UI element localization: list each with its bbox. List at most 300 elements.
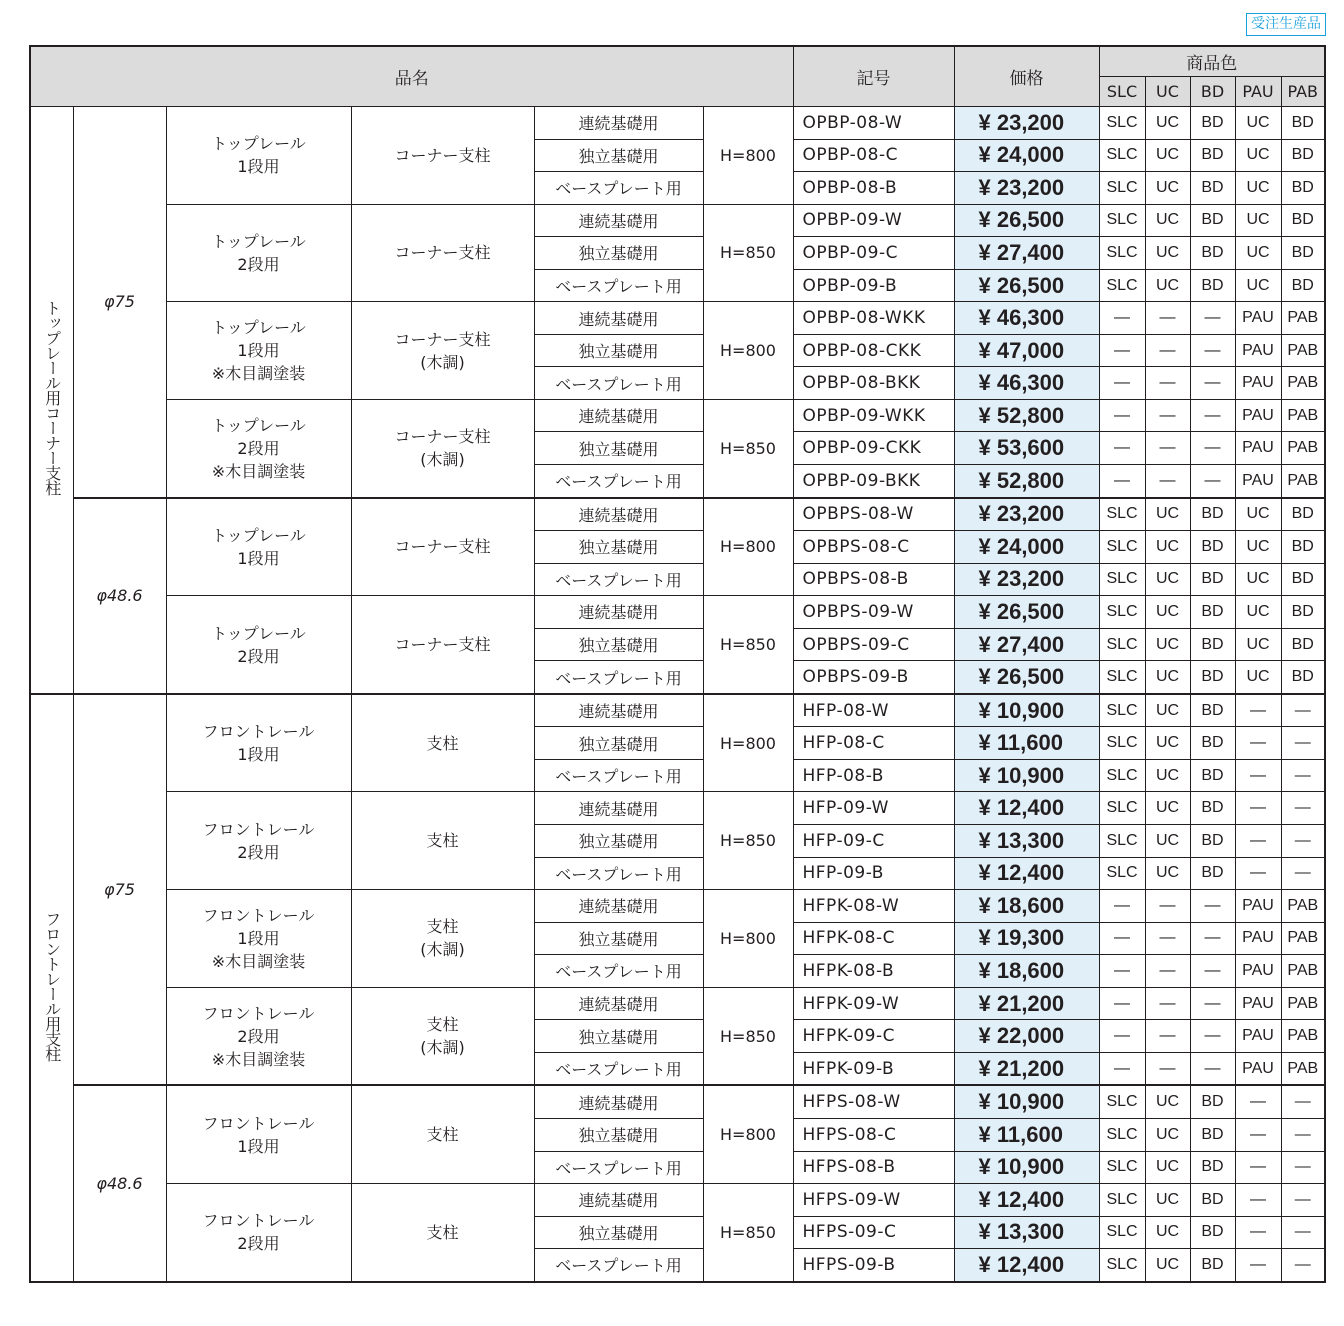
product-code: HFPK-09-C (793, 1020, 954, 1053)
color-uc: — (1145, 465, 1190, 498)
foundation-type: 連続基礎用 (534, 792, 703, 825)
color-pab: PAB (1281, 302, 1325, 335)
color-slc: SLC (1099, 531, 1145, 564)
color-bd: BD (1190, 596, 1235, 629)
color-bd: — (1190, 1020, 1235, 1053)
product-price: ¥ 13,300 (954, 1216, 1099, 1249)
product-price: ¥ 10,900 (954, 1151, 1099, 1184)
foundation-type: ベースプレート用 (534, 172, 703, 205)
color-pau: PAU (1235, 367, 1281, 400)
color-pab: — (1281, 1085, 1325, 1118)
color-slc: SLC (1099, 1216, 1145, 1249)
color-bd: BD (1190, 825, 1235, 858)
color-pab: BD (1281, 139, 1325, 172)
color-uc: UC (1145, 628, 1190, 661)
foundation-type: 独立基礎用 (534, 432, 703, 465)
foundation-type: 独立基礎用 (534, 334, 703, 367)
product-code: OPBP-09-BKK (793, 465, 954, 498)
color-slc: SLC (1099, 825, 1145, 858)
product-price: ¥ 10,900 (954, 759, 1099, 792)
color-pab: — (1281, 1249, 1325, 1282)
product-code: HFPS-09-W (793, 1184, 954, 1217)
product-name: フロントレール 1段用 (166, 1085, 351, 1183)
product-price: ¥ 23,200 (954, 172, 1099, 205)
color-pau: — (1235, 1085, 1281, 1118)
color-pau: — (1235, 825, 1281, 858)
product-code: OPBPS-09-C (793, 628, 954, 661)
color-bd: BD (1190, 531, 1235, 564)
height-spec: H=850 (703, 792, 793, 890)
color-uc: UC (1145, 1249, 1190, 1282)
color-pab: — (1281, 727, 1325, 760)
product-price: ¥ 53,600 (954, 432, 1099, 465)
color-bd: BD (1190, 498, 1235, 531)
color-pau: — (1235, 727, 1281, 760)
foundation-type: ベースプレート用 (534, 367, 703, 400)
product-price: ¥ 18,600 (954, 955, 1099, 988)
color-slc: SLC (1099, 172, 1145, 205)
color-uc: UC (1145, 727, 1190, 760)
color-uc: UC (1145, 498, 1190, 531)
foundation-type: 独立基礎用 (534, 628, 703, 661)
color-pau: PAU (1235, 432, 1281, 465)
product-price: ¥ 10,900 (954, 1085, 1099, 1118)
product-code: HFPK-09-W (793, 987, 954, 1020)
product-name: フロントレール 2段用 (166, 792, 351, 890)
product-code: OPBP-08-CKK (793, 334, 954, 367)
color-uc: UC (1145, 237, 1190, 270)
color-uc: UC (1145, 531, 1190, 564)
foundation-type: ベースプレート用 (534, 1249, 703, 1282)
product-code: OPBP-08-C (793, 139, 954, 172)
color-pau: UC (1235, 107, 1281, 140)
color-bd: — (1190, 432, 1235, 465)
color-bd: BD (1190, 107, 1235, 140)
color-uc: — (1145, 334, 1190, 367)
product-price: ¥ 21,200 (954, 1052, 1099, 1085)
product-price: ¥ 12,400 (954, 857, 1099, 890)
color-pab: — (1281, 1118, 1325, 1151)
product-name: トップレール 2段用 (166, 596, 351, 694)
color-pab: — (1281, 1216, 1325, 1249)
color-slc: — (1099, 922, 1145, 955)
color-slc: SLC (1099, 139, 1145, 172)
product-price: ¥ 23,200 (954, 107, 1099, 140)
color-pab: PAB (1281, 922, 1325, 955)
color-bd: BD (1190, 661, 1235, 694)
color-slc: — (1099, 890, 1145, 923)
color-bd: — (1190, 922, 1235, 955)
product-price: ¥ 46,300 (954, 302, 1099, 335)
color-slc: SLC (1099, 694, 1145, 727)
color-pau: PAU (1235, 922, 1281, 955)
color-pau: UC (1235, 628, 1281, 661)
product-name: トップレール 1段用 (166, 107, 351, 205)
header-code: 記号 (793, 46, 954, 107)
color-slc: — (1099, 302, 1145, 335)
color-bd: BD (1190, 1085, 1235, 1118)
foundation-type: 独立基礎用 (534, 1118, 703, 1151)
post-type: 支柱 (351, 1184, 534, 1282)
product-code: OPBPS-08-B (793, 563, 954, 596)
product-code: HFPS-08-C (793, 1118, 954, 1151)
color-uc: UC (1145, 1085, 1190, 1118)
foundation-type: 独立基礎用 (534, 139, 703, 172)
color-slc: — (1099, 1052, 1145, 1085)
color-pab: BD (1281, 596, 1325, 629)
product-code: HFPS-09-B (793, 1249, 954, 1282)
product-code: HFP-08-W (793, 694, 954, 727)
category-label-text: トップレール用コーナー支柱 (42, 300, 62, 496)
color-pau: — (1235, 1249, 1281, 1282)
color-bd: — (1190, 1052, 1235, 1085)
product-price: ¥ 27,400 (954, 628, 1099, 661)
foundation-type: ベースプレート用 (534, 661, 703, 694)
product-code: HFP-08-C (793, 727, 954, 760)
color-bd: BD (1190, 1184, 1235, 1217)
product-price: ¥ 19,300 (954, 922, 1099, 955)
height-spec: H=850 (703, 204, 793, 302)
color-bd: BD (1190, 269, 1235, 302)
color-bd: — (1190, 987, 1235, 1020)
table-row (30, 107, 1325, 140)
color-uc: UC (1145, 1184, 1190, 1217)
color-bd: — (1190, 399, 1235, 432)
table-row (30, 987, 1325, 1020)
foundation-type: ベースプレート用 (534, 759, 703, 792)
color-pau: UC (1235, 661, 1281, 694)
height-spec: H=850 (703, 399, 793, 497)
post-type: 支柱 (木調) (351, 987, 534, 1085)
product-code: HFP-09-W (793, 792, 954, 825)
color-pab: BD (1281, 661, 1325, 694)
foundation-type: 連続基礎用 (534, 399, 703, 432)
color-pab: BD (1281, 628, 1325, 661)
table-row (30, 1184, 1325, 1217)
color-bd: — (1190, 367, 1235, 400)
color-slc: SLC (1099, 237, 1145, 270)
color-uc: UC (1145, 563, 1190, 596)
color-pab: BD (1281, 498, 1325, 531)
header-color-slc: SLC (1099, 77, 1145, 107)
color-bd: BD (1190, 792, 1235, 825)
diameter-label: φ75 (73, 107, 166, 498)
color-pab: PAB (1281, 1020, 1325, 1053)
product-code: OPBPS-09-W (793, 596, 954, 629)
color-slc: SLC (1099, 107, 1145, 140)
product-price: ¥ 13,300 (954, 825, 1099, 858)
product-price: ¥ 26,500 (954, 204, 1099, 237)
product-price: ¥ 26,500 (954, 661, 1099, 694)
color-uc: UC (1145, 269, 1190, 302)
foundation-type: 連続基礎用 (534, 890, 703, 923)
color-pau: — (1235, 759, 1281, 792)
product-code: OPBP-08-B (793, 172, 954, 205)
color-pab: — (1281, 759, 1325, 792)
header-name: 品名 (30, 46, 793, 107)
product-price: ¥ 18,600 (954, 890, 1099, 923)
color-pau: PAU (1235, 1052, 1281, 1085)
product-price: ¥ 26,500 (954, 269, 1099, 302)
color-uc: UC (1145, 204, 1190, 237)
color-uc: — (1145, 432, 1190, 465)
product-code: HFP-08-B (793, 759, 954, 792)
color-uc: — (1145, 367, 1190, 400)
color-uc: UC (1145, 596, 1190, 629)
table-row (30, 399, 1325, 432)
color-slc: — (1099, 367, 1145, 400)
color-slc: SLC (1099, 759, 1145, 792)
color-uc: — (1145, 922, 1190, 955)
post-type: 支柱 (木調) (351, 890, 534, 988)
product-price: ¥ 27,400 (954, 237, 1099, 270)
color-pab: PAB (1281, 890, 1325, 923)
product-name: フロントレール 2段用 (166, 1184, 351, 1282)
color-pab: PAB (1281, 432, 1325, 465)
color-pau: — (1235, 1216, 1281, 1249)
color-slc: SLC (1099, 1118, 1145, 1151)
color-bd: — (1190, 955, 1235, 988)
color-slc: — (1099, 955, 1145, 988)
foundation-type: 連続基礎用 (534, 596, 703, 629)
color-uc: UC (1145, 107, 1190, 140)
product-code: HFPK-08-W (793, 890, 954, 923)
height-spec: H=850 (703, 1184, 793, 1282)
color-uc: — (1145, 987, 1190, 1020)
product-code: OPBP-09-C (793, 237, 954, 270)
color-pau: — (1235, 1151, 1281, 1184)
category-label-text: フロントレール用支柱 (42, 910, 62, 1061)
header-color-pau: PAU (1235, 77, 1281, 107)
product-price: ¥ 10,900 (954, 694, 1099, 727)
color-slc: SLC (1099, 563, 1145, 596)
post-type: コーナー支柱 (351, 596, 534, 694)
product-price: ¥ 21,200 (954, 987, 1099, 1020)
color-uc: UC (1145, 1118, 1190, 1151)
color-uc: UC (1145, 825, 1190, 858)
color-pab: — (1281, 694, 1325, 727)
color-pau: UC (1235, 596, 1281, 629)
color-pab: PAB (1281, 334, 1325, 367)
color-pau: UC (1235, 237, 1281, 270)
table-row (30, 792, 1325, 825)
color-pab: — (1281, 792, 1325, 825)
table-row (30, 596, 1325, 629)
color-uc: UC (1145, 1151, 1190, 1184)
color-pab: BD (1281, 269, 1325, 302)
color-pab: — (1281, 825, 1325, 858)
height-spec: H=800 (703, 1085, 793, 1183)
color-bd: BD (1190, 1118, 1235, 1151)
header-price: 価格 (954, 46, 1099, 107)
product-price: ¥ 24,000 (954, 139, 1099, 172)
product-code: OPBP-09-W (793, 204, 954, 237)
product-code: OPBPS-08-C (793, 531, 954, 564)
made-to-order-badge: 受注生産品 (1246, 13, 1326, 36)
product-code: OPBPS-08-W (793, 498, 954, 531)
product-code: HFPS-08-W (793, 1085, 954, 1118)
foundation-type: 独立基礎用 (534, 531, 703, 564)
product-price: ¥ 11,600 (954, 1118, 1099, 1151)
product-code: HFP-09-C (793, 825, 954, 858)
foundation-type: ベースプレート用 (534, 1052, 703, 1085)
product-name: フロントレール 2段用 ※木目調塗装 (166, 987, 351, 1085)
color-slc: SLC (1099, 204, 1145, 237)
foundation-type: ベースプレート用 (534, 857, 703, 890)
foundation-type: ベースプレート用 (534, 269, 703, 302)
color-bd: BD (1190, 1249, 1235, 1282)
foundation-type: ベースプレート用 (534, 465, 703, 498)
foundation-type: ベースプレート用 (534, 563, 703, 596)
diameter-label: φ75 (73, 694, 166, 1086)
color-pau: — (1235, 1184, 1281, 1217)
diameter-label: φ48.6 (73, 1085, 166, 1281)
diameter-label: φ48.6 (73, 498, 166, 694)
color-slc: — (1099, 334, 1145, 367)
foundation-type: 連続基礎用 (534, 987, 703, 1020)
foundation-type: 独立基礎用 (534, 922, 703, 955)
color-slc: SLC (1099, 1085, 1145, 1118)
color-bd: BD (1190, 1216, 1235, 1249)
color-pab: PAB (1281, 367, 1325, 400)
post-type: 支柱 (351, 1085, 534, 1183)
color-bd: BD (1190, 727, 1235, 760)
color-uc: — (1145, 955, 1190, 988)
color-uc: — (1145, 302, 1190, 335)
header-color-uc: UC (1145, 77, 1190, 107)
color-pab: BD (1281, 172, 1325, 205)
color-pau: PAU (1235, 987, 1281, 1020)
color-bd: BD (1190, 204, 1235, 237)
foundation-type: 連続基礎用 (534, 107, 703, 140)
post-type: 支柱 (351, 694, 534, 792)
product-code: OPBP-09-WKK (793, 399, 954, 432)
product-price: ¥ 52,800 (954, 465, 1099, 498)
color-slc: SLC (1099, 1151, 1145, 1184)
color-pab: BD (1281, 563, 1325, 596)
color-uc: UC (1145, 694, 1190, 727)
color-bd: — (1190, 465, 1235, 498)
color-pab: — (1281, 857, 1325, 890)
color-pab: — (1281, 1184, 1325, 1217)
product-price: ¥ 23,200 (954, 498, 1099, 531)
color-bd: BD (1190, 1151, 1235, 1184)
product-code: HFPS-08-B (793, 1151, 954, 1184)
color-slc: SLC (1099, 269, 1145, 302)
table-row (30, 694, 1325, 727)
color-pab: BD (1281, 237, 1325, 270)
color-pau: UC (1235, 531, 1281, 564)
color-pau: — (1235, 857, 1281, 890)
product-code: OPBP-08-BKK (793, 367, 954, 400)
color-uc: — (1145, 399, 1190, 432)
product-code: HFPK-08-B (793, 955, 954, 988)
color-pab: PAB (1281, 399, 1325, 432)
color-uc: — (1145, 1052, 1190, 1085)
post-type: コーナー支柱 (351, 498, 534, 596)
product-code: OPBP-09-CKK (793, 432, 954, 465)
product-price: ¥ 11,600 (954, 727, 1099, 760)
height-spec: H=850 (703, 596, 793, 694)
color-slc: SLC (1099, 727, 1145, 760)
color-bd: — (1190, 334, 1235, 367)
color-pab: — (1281, 1151, 1325, 1184)
color-pau: PAU (1235, 465, 1281, 498)
product-name: トップレール 1段用 (166, 498, 351, 596)
color-slc: — (1099, 987, 1145, 1020)
color-bd: BD (1190, 237, 1235, 270)
product-code: HFPK-09-B (793, 1052, 954, 1085)
color-uc: UC (1145, 139, 1190, 172)
color-slc: SLC (1099, 661, 1145, 694)
product-price: ¥ 22,000 (954, 1020, 1099, 1053)
product-code: HFPS-09-C (793, 1216, 954, 1249)
foundation-type: 独立基礎用 (534, 1216, 703, 1249)
color-slc: SLC (1099, 596, 1145, 629)
price-table-body (30, 107, 1325, 1282)
foundation-type: 独立基礎用 (534, 1020, 703, 1053)
color-pau: PAU (1235, 1020, 1281, 1053)
color-pau: PAU (1235, 302, 1281, 335)
header-color-pab: PAB (1281, 77, 1325, 107)
color-pab: PAB (1281, 987, 1325, 1020)
product-name: トップレール 2段用 (166, 204, 351, 302)
product-name: フロントレール 1段用 ※木目調塗装 (166, 890, 351, 988)
color-slc: SLC (1099, 628, 1145, 661)
height-spec: H=800 (703, 107, 793, 205)
color-uc: UC (1145, 857, 1190, 890)
foundation-type: 独立基礎用 (534, 237, 703, 270)
color-slc: SLC (1099, 857, 1145, 890)
product-price: ¥ 23,200 (954, 563, 1099, 596)
color-slc: — (1099, 1020, 1145, 1053)
color-bd: BD (1190, 694, 1235, 727)
product-price: ¥ 47,000 (954, 334, 1099, 367)
foundation-type: 連続基礎用 (534, 1085, 703, 1118)
color-bd: BD (1190, 139, 1235, 172)
color-slc: SLC (1099, 1184, 1145, 1217)
color-uc: UC (1145, 1216, 1190, 1249)
product-code: HFPK-08-C (793, 922, 954, 955)
product-name: フロントレール 1段用 (166, 694, 351, 792)
product-code: OPBP-08-W (793, 107, 954, 140)
table-row (30, 302, 1325, 335)
product-price: ¥ 46,300 (954, 367, 1099, 400)
product-price: ¥ 12,400 (954, 1184, 1099, 1217)
color-pau: UC (1235, 563, 1281, 596)
height-spec: H=800 (703, 302, 793, 400)
color-slc: SLC (1099, 1249, 1145, 1282)
color-bd: BD (1190, 563, 1235, 596)
table-row (30, 498, 1325, 531)
color-uc: UC (1145, 759, 1190, 792)
color-pab: PAB (1281, 465, 1325, 498)
color-bd: BD (1190, 628, 1235, 661)
color-uc: UC (1145, 792, 1190, 825)
height-spec: H=800 (703, 890, 793, 988)
color-pau: PAU (1235, 890, 1281, 923)
header-colors: 商品色 (1099, 46, 1325, 77)
product-name: トップレール 1段用 ※木目調塗装 (166, 302, 351, 400)
color-pau: UC (1235, 204, 1281, 237)
color-pab: BD (1281, 204, 1325, 237)
product-code: OPBP-09-B (793, 269, 954, 302)
foundation-type: 連続基礎用 (534, 694, 703, 727)
color-pab: PAB (1281, 955, 1325, 988)
product-code: OPBP-08-WKK (793, 302, 954, 335)
color-slc: — (1099, 399, 1145, 432)
color-uc: UC (1145, 172, 1190, 205)
